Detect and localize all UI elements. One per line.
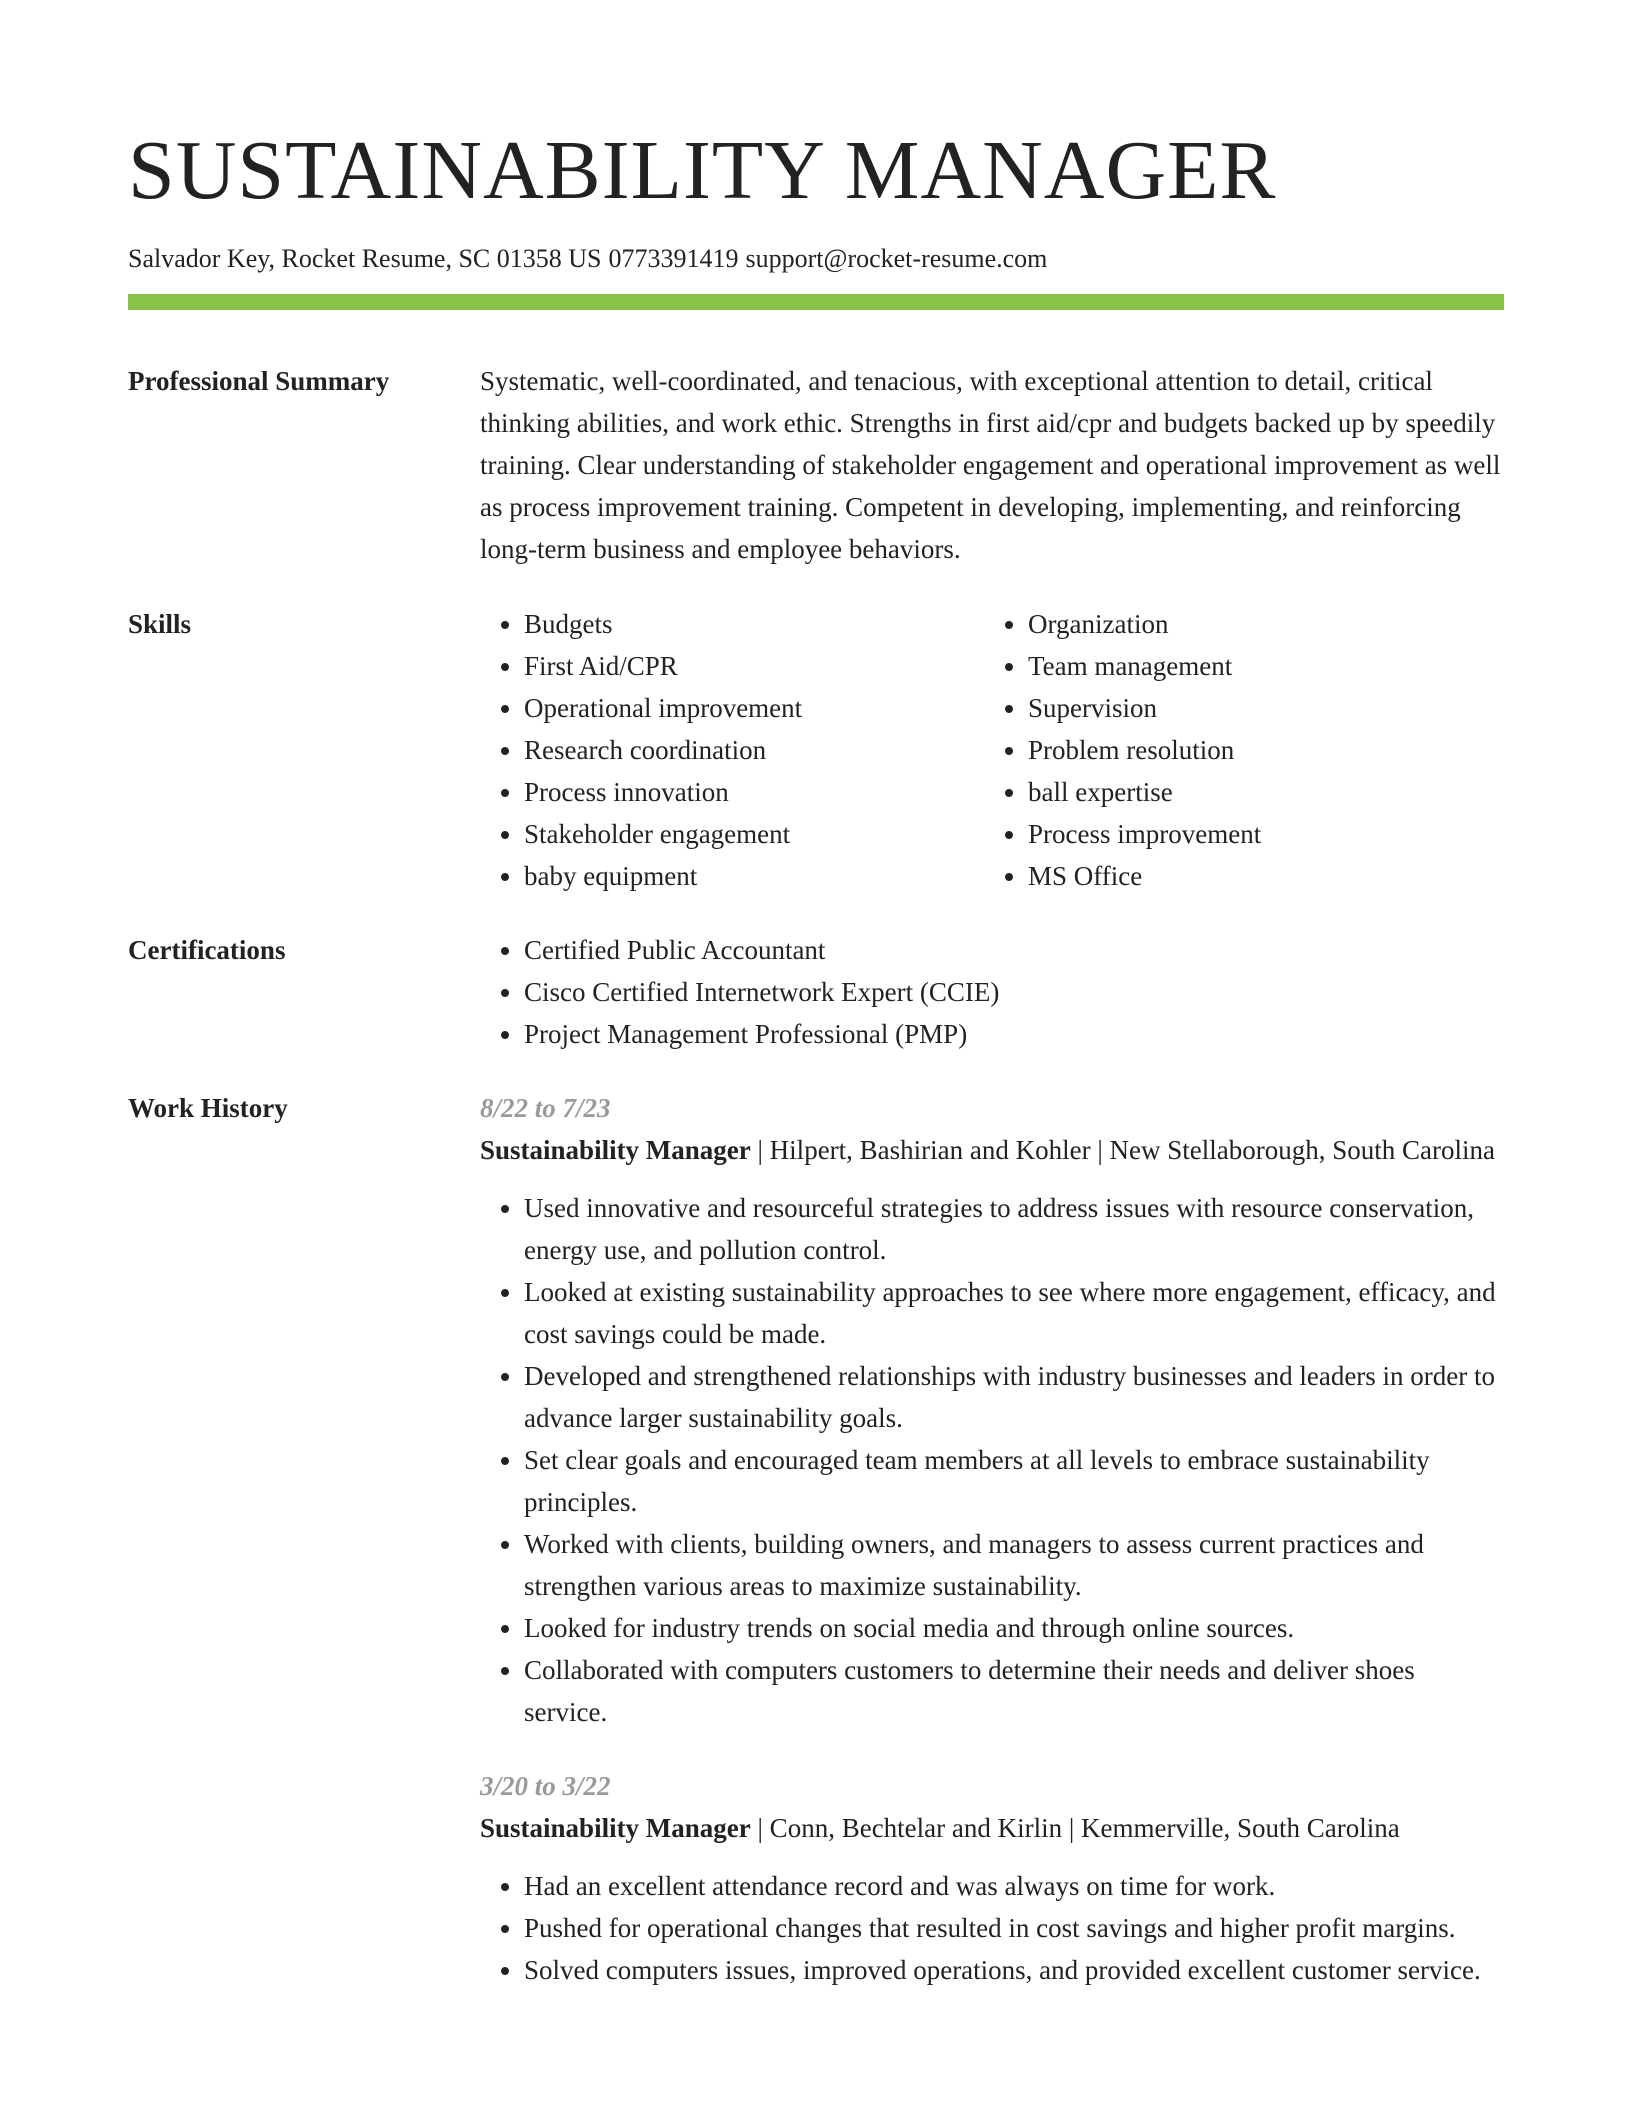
skill-item: • Operational improvement: [524, 687, 984, 729]
work-history-heading: Work History: [128, 1093, 288, 1123]
resume-name: SUSTAINABILITY MANAGER: [128, 124, 1277, 217]
job-bullet: • Set clear goals and encouraged team members at all levels to embrace sustainability principles.: [524, 1439, 1504, 1523]
job-bullet: • Developed and strengthened relationships with industry businesses and leaders in order to advance larger sustainability goals.: [524, 1355, 1504, 1439]
job-bullet: • Had an excellent attendance record and was always on time for work.: [524, 1865, 1504, 1907]
summary-section: [128, 360, 1504, 570]
contact-email: support@rocket-resume.com: [745, 244, 1048, 273]
skill-item: • Problem resolution: [1028, 729, 1488, 771]
skills-column-left: [480, 603, 984, 897]
work-history-section: [128, 1087, 1504, 1991]
job-title: Sustainability Manager: [480, 1135, 751, 1165]
certifications-body: [480, 929, 1504, 1055]
skill-item: • Stakeholder engagement: [524, 813, 984, 855]
skill-item: • Process improvement: [1028, 813, 1488, 855]
job-bullet: • Looked at existing sustainability approaches to see where more engagement, efficacy, and cost savings could be made.: [524, 1271, 1504, 1355]
job-bullet: • Used innovative and resourceful strategies to address issues with resource conservation, energy use, and pollution control.: [524, 1187, 1504, 1271]
job-details: | Hilpert, Bashirian and Kohler | New Stellaborough, South Carolina: [750, 1135, 1495, 1165]
job-heading: [480, 1807, 1504, 1849]
job-bullet: • Solved computers issues, improved operations, and provided excellent customer service.: [524, 1949, 1504, 1991]
job-bullet: • Pushed for operational changes that resulted in cost savings and higher profit margins.: [524, 1907, 1504, 1949]
contact-address: Salvador Key, Rocket Resume, SC 01358 US: [128, 244, 602, 273]
certification-item: • Project Management Professional (PMP): [524, 1013, 1504, 1055]
job-bullets: [480, 1187, 1504, 1733]
work-history-body: [480, 1087, 1504, 1991]
job-dates: 8/22 to 7/23: [480, 1093, 611, 1123]
summary-text: Systematic, well-coordinated, and tenacious, with exceptional attention to detail, critical thinking abilities, and work ethic. Strengths in first aid/cpr and budgets backed up by speedily training. Clear understanding of stakeholder engagement and operational improvement as well as process improvement training. Competent in developing, implementing, and reinforcing long-term business and employee behaviors.: [480, 366, 1501, 564]
skill-item: • Supervision: [1028, 687, 1488, 729]
job-bullet: • Worked with clients, building owners, and managers to assess current practices and strengthen various areas to maximize sustainability.: [524, 1523, 1504, 1607]
job-bullets: [480, 1865, 1504, 1991]
skill-item: • Team management: [1028, 645, 1488, 687]
resume-page: [128, 0, 1504, 1991]
job-bullet: • Looked for industry trends on social media and through online sources.: [524, 1607, 1504, 1649]
contact-phone: 0773391419: [608, 244, 739, 273]
skills-heading: Skills: [128, 609, 192, 639]
certifications-section: [128, 929, 1504, 1055]
skill-item: • First Aid/CPR: [524, 645, 984, 687]
skill-item: • ball expertise: [1028, 771, 1488, 813]
summary-heading: Professional Summary: [128, 366, 390, 396]
skills-section: [128, 603, 1504, 897]
skill-item: • Budgets: [524, 603, 984, 645]
header-divider: [128, 294, 1504, 310]
skill-item: • baby equipment: [524, 855, 984, 897]
skill-item: • Research coordination: [524, 729, 984, 771]
job-dates: 3/20 to 3/22: [480, 1771, 611, 1801]
contact-line: [128, 242, 1504, 276]
skills-list-right: [984, 603, 1488, 897]
certifications-heading: Certifications: [128, 935, 286, 965]
skills-column-right: [984, 603, 1488, 897]
job-bullet: • Collaborated with computers customers to determine their needs and deliver shoes service.: [524, 1649, 1504, 1733]
job-details: | Conn, Bechtelar and Kirlin | Kemmerville, South Carolina: [750, 1813, 1400, 1843]
certification-item: • Cisco Certified Internetwork Expert (CCIE): [524, 971, 1504, 1013]
certifications-list: [480, 929, 1504, 1055]
skill-item: • MS Office: [1028, 855, 1488, 897]
job-entry: [480, 1087, 1504, 1733]
skill-item: • Process innovation: [524, 771, 984, 813]
certification-item: • Certified Public Accountant: [524, 929, 1504, 971]
skills-list-left: [480, 603, 984, 897]
skills-body: [480, 603, 1504, 897]
summary-body: [480, 360, 1504, 570]
job-title: Sustainability Manager: [480, 1813, 751, 1843]
job-heading: [480, 1129, 1504, 1171]
skills-columns: [480, 603, 1504, 897]
skill-item: • Organization: [1028, 603, 1488, 645]
job-entry: [480, 1765, 1504, 1991]
